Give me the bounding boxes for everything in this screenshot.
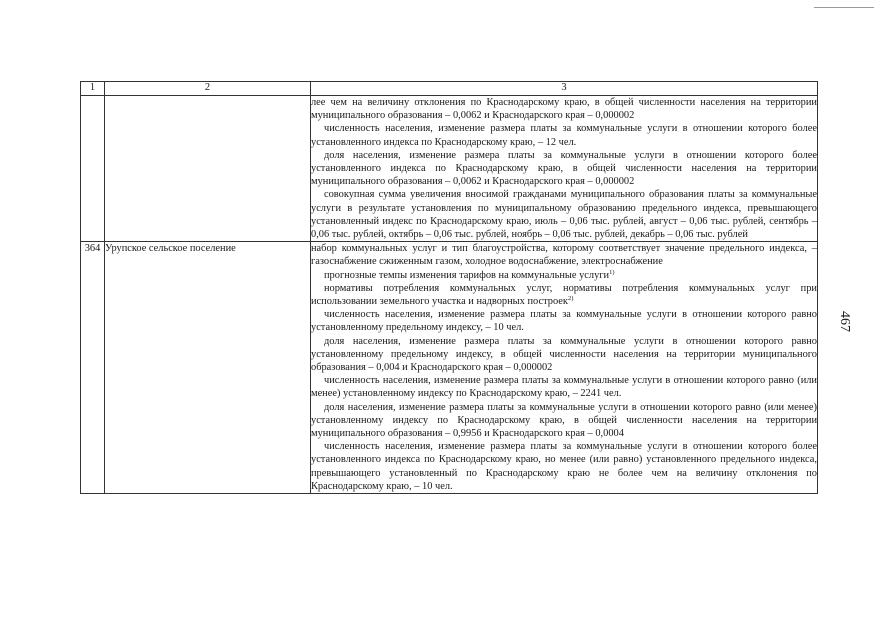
- page-number: 467: [837, 311, 852, 332]
- paragraph-text: доля населения, изменение размера платы за коммунальные услуги в отношении которого равно установленному предельному индексу, в общей численности населения на территории муниципального образования – 0,004 и Краснодарского края – 0,000002: [311, 335, 817, 374]
- footnote-mark: 2): [567, 295, 574, 303]
- row-number: [81, 96, 105, 242]
- table-row: [81, 242, 818, 494]
- header-cell-2: 2: [105, 82, 311, 96]
- paragraph: [311, 308, 817, 334]
- paragraph: [311, 269, 817, 282]
- top-rule: [814, 7, 874, 8]
- paragraph-text: набор коммунальных услуг и тип благоустройства, которому соответствует значение предельного индекса, – газоснабжение сжиженным газом, холодное водоснабжение, электроснабжение: [311, 243, 817, 268]
- header-row: [81, 82, 818, 96]
- indicator-text: [311, 96, 818, 242]
- paragraph-text: численность населения, изменение размера платы за коммунальные услуги в отношении которого более установленного индекса по Краснодарскому краю, – 12 чел.: [311, 123, 817, 148]
- paragraph: [311, 242, 817, 268]
- paragraph: [311, 149, 817, 189]
- paragraph-text: лее чем на величину отклонения по Краснодарскому краю, в общей численности населения на территории муниципального образования – 0,0062 и Краснодарского края – 0,000002: [311, 97, 817, 122]
- header-cell-3: 3: [311, 82, 818, 96]
- document-table: [80, 81, 818, 494]
- paragraph: [311, 335, 817, 375]
- paragraph: [311, 122, 817, 148]
- settlement-name: [105, 96, 311, 242]
- paragraph: [311, 440, 817, 493]
- paragraph: [311, 374, 817, 400]
- indicator-text: [311, 242, 818, 494]
- paragraph: [311, 188, 817, 241]
- paragraph: [311, 282, 817, 308]
- paragraph-text: доля населения, изменение размера платы за коммунальные услуги в отношении которого равно (или менее) установленному индексу по Краснодарскому краю, в общей численности населения на территории муниципального образования – 0,9956 и Краснодарского края – 0,0004: [311, 401, 817, 440]
- footnote-mark: 1): [609, 268, 615, 276]
- paragraph-text: совокупная сумма увеличения вносимой гражданами муниципального образования платы за коммунальные услуги в результате установления по муниципальному образованию предельного индекса, превышающего установленный индекс по Краснодарскому краю, июль – 0,06 тыс. рублей, август – 0,06 тыс. рублей, сентябрь – 0,06 тыс. рублей, октябрь – 0,06 тыс. рублей, ноябрь – 0,06 тыс. рублей, декабрь – 0,06 тыс. рублей: [311, 189, 817, 241]
- paragraph-text: прогнозные темпы изменения тарифов на коммунальные услуги: [324, 269, 610, 281]
- row-number: 364: [81, 242, 105, 494]
- settlement-name: Урупское сельское поселение: [105, 242, 311, 494]
- paragraph-text: численность населения, изменение размера платы за коммунальные услуги в отношении которого равно установленному предельному индексу, – 10 чел.: [311, 309, 817, 334]
- header-cell-1: 1: [81, 82, 105, 96]
- table-row: [81, 96, 818, 242]
- paragraph-list: [311, 242, 817, 493]
- paragraph: [311, 96, 817, 122]
- paragraph-text: доля населения, изменение размера платы за коммунальные услуги в отношении которого более установленного индекса по Краснодарскому краю, в общей численности населения на территории муниципального образования – 0,0062 и Краснодарского края – 0,000002: [311, 149, 817, 188]
- paragraph-text: численность населения, изменение размера платы за коммунальные услуги в отношении которого более установленного индекса по Краснодарскому краю, но менее (или равно) установленного предельного индекса, превышающего установленный по Краснодарскому краю не более чем на величину отклонения по Краснодарскому краю, – 10 чел.: [311, 441, 817, 492]
- paragraph: [311, 401, 817, 441]
- paragraph-text: нормативы потребления коммунальных услуг, нормативы потребления коммунальных услуг при использовании земельного участка и надворных построек: [311, 282, 817, 308]
- paragraph-text: численность населения, изменение размера платы за коммунальные услуги в отношении которого равно (или менее) установленному индексу по Краснодарскому краю, – 2241 чел.: [311, 375, 817, 400]
- paragraph-list: [311, 96, 817, 241]
